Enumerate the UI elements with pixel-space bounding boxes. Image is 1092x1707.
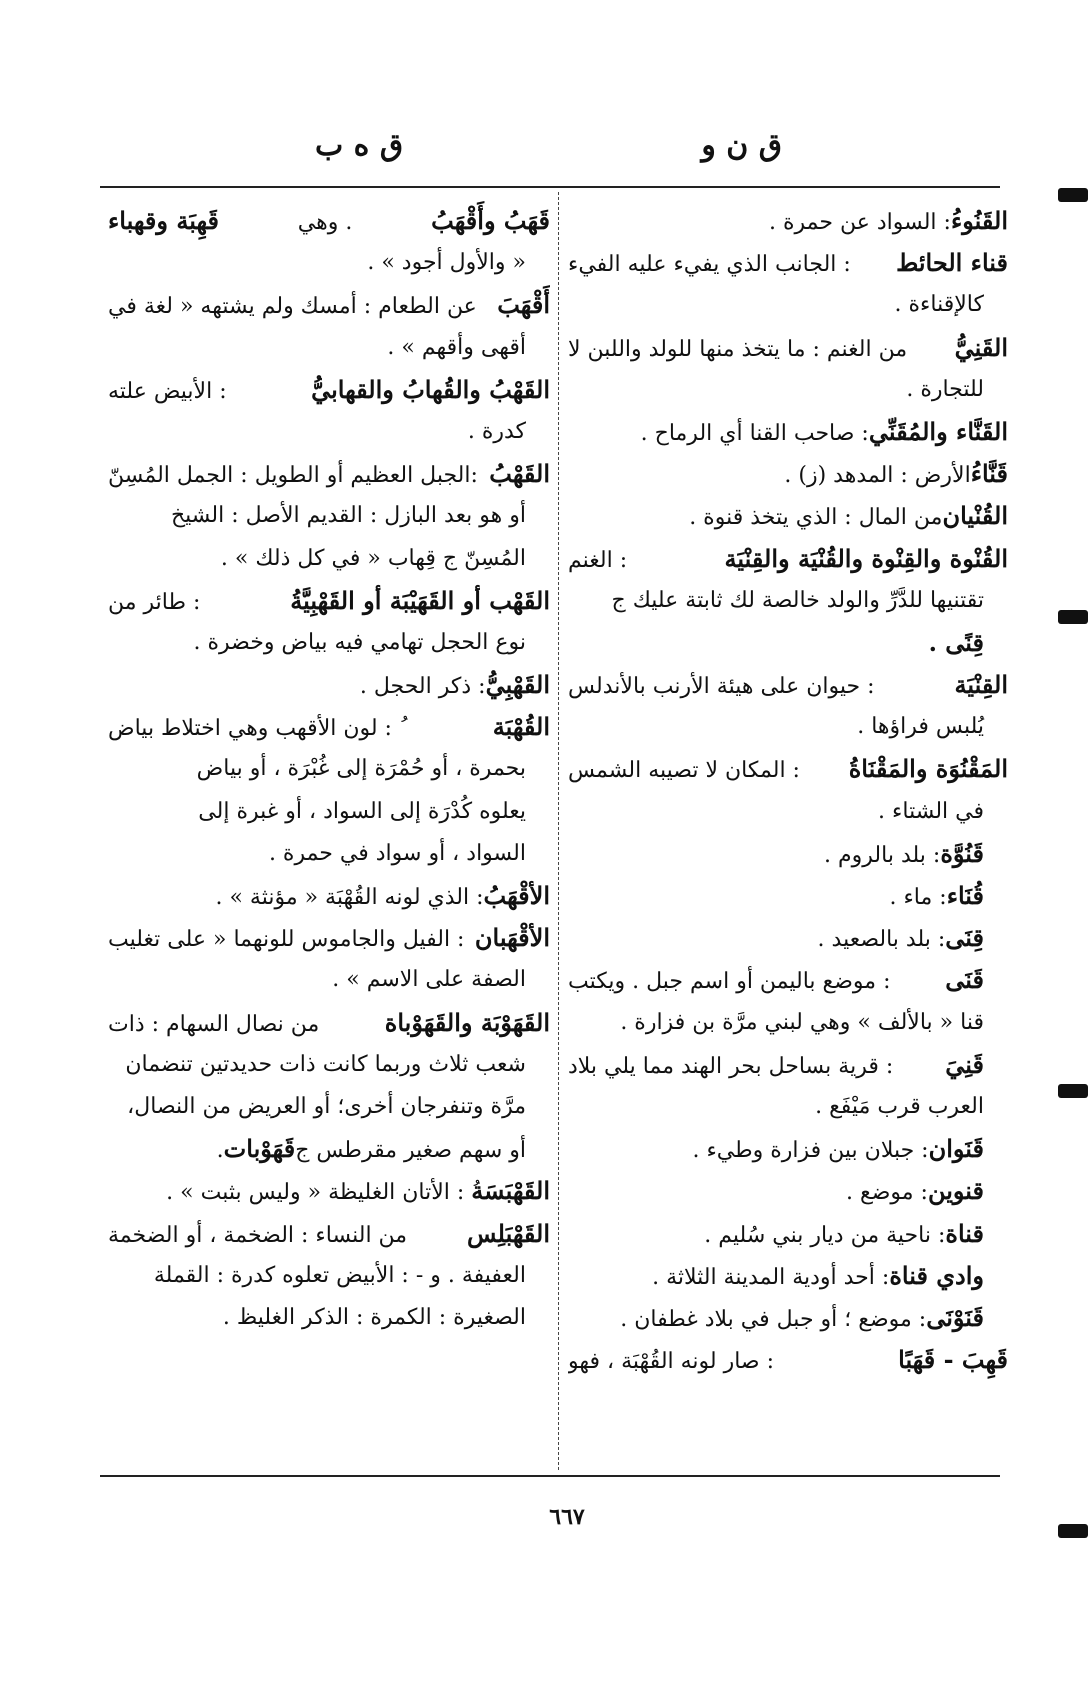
text-line: [108, 1213, 550, 1255]
scan-mark: [1058, 1084, 1088, 1098]
definition-text: أقهى وأقهم » .: [387, 334, 526, 360]
definition-text: :الجبل العظيم أو الطويل : الجمل المُسِنّ: [108, 463, 478, 489]
headword: قَنَّاءُ: [970, 459, 1008, 489]
text-line: [108, 411, 550, 453]
definition-text: كدرة .: [467, 418, 526, 444]
headword: القَهْبَلِس: [467, 1218, 550, 1248]
definition-text: الصفة على الاسم » .: [332, 967, 526, 993]
text-line: [568, 284, 1008, 326]
text-line: [108, 1044, 550, 1086]
definition-text: قنا « بالألف » وهي لبني مرَّة بن فزارة .: [620, 1009, 984, 1035]
headword: القُنْيان: [942, 501, 1008, 531]
definition-text: العفيفة . و - : الأبيض تعلوه كدرة : القملة: [153, 1262, 526, 1288]
definition-text: « والأول أجود » .: [367, 250, 526, 276]
definition-text: : الجانب الذي يفيء عليه الفيء: [568, 252, 851, 278]
definition-text: : السواد عن حمرة .: [769, 210, 951, 235]
text-line: [568, 833, 1008, 875]
text-line: [568, 959, 1008, 1001]
headword: القُهْبَة: [492, 712, 550, 742]
definition-text: عن الطعام : أمسك ولم يشتهه « لغة في: [108, 294, 477, 320]
definition-text: من نصال السهام : ذات: [108, 1011, 320, 1037]
definition-text: الأرض : المدهد (ز) .: [784, 463, 971, 489]
text-line: [568, 495, 1008, 537]
page-number: ٦٦٧: [549, 1504, 585, 1530]
text-line: [568, 242, 1008, 284]
definition-text: من الغنم : ما يتخذ منها للولد واللبن لا: [568, 336, 908, 362]
definition-text: : الأبيض علته: [108, 378, 227, 404]
headword: قنوين: [927, 1176, 984, 1206]
text-line: [108, 1297, 550, 1339]
text-line: [108, 875, 550, 917]
definition-text: : صار لونه القُهْبَة ، فهو: [568, 1349, 775, 1375]
text-line: [108, 706, 550, 748]
scan-mark: [1058, 1524, 1088, 1538]
definition-text: : المكان لا تصيبه الشمس: [568, 758, 800, 784]
text-line: [568, 1086, 1008, 1128]
headword: قَنَوان: [928, 1134, 984, 1164]
text-line: [568, 1255, 1008, 1297]
definition-text: نوع الحجل تهامي فيه بياض وخضرة .: [193, 629, 526, 655]
text-line: [568, 369, 1008, 411]
definition-text: كالإقناءة .: [894, 292, 984, 318]
definition-text: تقتنيها للدَّرِّ والولد خالصة لك ثابتة عليك ج: [611, 587, 984, 613]
headword: قِنًى .: [928, 627, 984, 657]
definition-text: ُ : لون الأقهب وهي اختلاط بياض: [108, 716, 399, 742]
definition-text: من المال : الذي يتخذ قنوة .: [689, 505, 943, 531]
text-line: [108, 369, 550, 411]
text-line: [568, 622, 1008, 664]
definition-text: المُسِنّ ج قِهاب « في كل ذلك » .: [220, 545, 526, 571]
definition-text: للتجارة .: [906, 376, 984, 402]
headword: قَنُوَّة: [940, 838, 984, 868]
scan-mark: [1058, 610, 1088, 624]
text-line: [568, 453, 1008, 495]
definition-text: السواد ، أو سواد في حمرة .: [268, 840, 526, 866]
text-line: [568, 1170, 1008, 1212]
headword: القَهْبِيُّ: [485, 670, 550, 700]
text-line: [568, 1128, 1008, 1170]
definition-text: : ذكر الحجل .: [359, 674, 486, 700]
text-line: [108, 791, 550, 833]
text-line: [568, 748, 1008, 790]
text-line: [108, 453, 550, 495]
text-line: [568, 538, 1008, 580]
headword: القُنْوة والقِنْوة والقُنْيَة والقِنْيَة: [724, 543, 1008, 573]
running-header-right: ق ن و: [701, 128, 782, 163]
headword: قَهَبُ وأَقْهَبُ: [431, 206, 550, 235]
definition-text: يعلوه كُدْرَة إلى السواد ، أو غبرة إلى: [198, 798, 526, 824]
headword: القِنْيَة: [954, 670, 1008, 700]
definition-text: : حيوان على هيئة الأرنب بالأندلس: [568, 674, 875, 700]
definition-text: شعب ثلاث وربما كانت ذات حديدتين تنضمان: [125, 1051, 526, 1077]
definition-text: من النساء : الضخمة ، أو الضخمة: [108, 1222, 408, 1248]
headword: الأقْهَبان: [474, 923, 550, 953]
headword: قُنَاء: [946, 881, 984, 910]
headword: القَهَوْبَة والقَهَوْباة: [384, 1007, 550, 1037]
headword: قَهَوْبات: [223, 1134, 296, 1164]
text-line: [108, 917, 550, 959]
headword: قَهِبَة وقهباء: [108, 206, 219, 235]
definition-text: : بلد بالصعيد .: [817, 927, 946, 953]
text-line: [108, 1002, 550, 1044]
headword: القَنُوءُ: [950, 206, 1008, 235]
definition-text: يُلبس فراؤها .: [857, 714, 984, 740]
text-line: [568, 1297, 1008, 1339]
definition-text: : أحد أودية المدينة الثلاثة .: [652, 1264, 890, 1290]
headword: قَنَى: [945, 965, 984, 995]
definition-text: : ناحية من ديار بني سُليم .: [704, 1222, 946, 1248]
headword: قناة: [945, 1218, 984, 1248]
top-rule: [100, 186, 1000, 188]
text-line: [108, 622, 550, 664]
definition-text: أو سهم صغير مقرطس ج: [295, 1138, 526, 1164]
headword: القَنِيُّ: [954, 332, 1008, 362]
text-line: [568, 411, 1008, 453]
definition-text: : موضع ؛ أو جبل في بلاد غطفان .: [620, 1306, 927, 1332]
definition-text: العرب قرب مَيْفَع .: [815, 1093, 984, 1119]
text-line: [568, 200, 1008, 242]
text-line: [568, 706, 1008, 748]
text-line: [108, 748, 550, 790]
headword: القَهْبُ والقُهابُ والقهابيُّ: [311, 374, 550, 404]
definition-text: : موضع .: [846, 1180, 928, 1206]
definition-text: : ماء .: [889, 885, 947, 910]
text-line: [108, 1128, 550, 1170]
definition-text: : الذي لونه القُهْبَة « مؤنثة » .: [215, 885, 484, 910]
text-line: [108, 580, 550, 622]
definition-text: : بلد بالروم .: [824, 842, 941, 868]
text-line: [568, 1213, 1008, 1255]
definition-text: : الغنم: [568, 547, 628, 573]
headword: القَهْبُ: [489, 459, 550, 489]
text-line: [108, 327, 550, 369]
definition-text: . وهي: [297, 210, 353, 235]
definition-text: : الفيل والجاموس للونهما « على تغليب: [108, 927, 465, 953]
text-line: [108, 200, 550, 242]
definition-text: بحمرة ، أو حُمْرَة إلى غُبْرَة ، أو بياض: [196, 756, 526, 782]
bottom-rule: [100, 1475, 1000, 1477]
text-line: [568, 917, 1008, 959]
text-line: [568, 664, 1008, 706]
definition-text: ُ : الأتان الغليظة « وليس بثبت » .: [166, 1180, 472, 1206]
text-line: [108, 1255, 550, 1297]
definition-text: مرَّة وتنفرجان أخرى؛ أو العريض من النصال،: [127, 1093, 526, 1119]
headword: المَقْنُوَة والمَقْنَاةُ: [848, 754, 1008, 784]
headword: القَنَّاء والمُقَنِّي: [868, 416, 1008, 446]
text-line: [568, 580, 1008, 622]
text-line: [108, 538, 550, 580]
headword: القَهْبَسَة: [471, 1176, 550, 1206]
text-line: [108, 1170, 550, 1212]
text-line: [108, 959, 550, 1001]
definition-text: : صاحب القنا أي الرماح .: [640, 420, 869, 446]
definition-text: أو هو بعد البازل : القديم الأصل : الشيخ: [170, 503, 526, 529]
headword: قَنِيَ: [945, 1049, 984, 1079]
headword: أَقْهَبَ: [497, 290, 550, 320]
running-header-left: ق ه ب: [315, 128, 404, 163]
text-line: [108, 495, 550, 537]
text-line: [568, 875, 1008, 917]
headword: قناء الحائط: [896, 248, 1008, 278]
text-line: [568, 1044, 1008, 1086]
definition-text: : قرية بساحل بحر الهند مما يلي بلاد: [568, 1053, 894, 1079]
definition-text: في الشتاء .: [878, 798, 984, 824]
text-line: [108, 1086, 550, 1128]
definition-text: : طائر من: [108, 589, 201, 615]
text-line: [108, 284, 550, 326]
text-line: [108, 664, 550, 706]
headword: القَهْب أو القَهَيْبَة أو القَهْبِيَّةُ: [290, 585, 550, 615]
headword: الأقْهَبُ: [483, 881, 550, 910]
headword: قَهِبَ - قَهَبًا: [898, 1345, 1008, 1375]
definition-text: .: [216, 1138, 224, 1164]
text-line: [568, 327, 1008, 369]
column-divider: [558, 192, 559, 1470]
right-column: [568, 200, 1008, 1381]
text-line: [568, 1002, 1008, 1044]
text-line: [108, 833, 550, 875]
definition-text: الصغيرة : الكمرة : الذكر الغليظ .: [222, 1304, 526, 1330]
headword: قِنَى: [945, 923, 984, 953]
left-column: [108, 200, 550, 1339]
text-line: [108, 242, 550, 284]
headword: وادي قناة: [889, 1260, 984, 1290]
headword: قَنَوْنَى: [926, 1302, 984, 1332]
scan-mark: [1058, 188, 1088, 202]
text-line: [568, 1339, 1008, 1381]
text-line: [568, 791, 1008, 833]
definition-text: : موضع باليمن أو اسم جبل . ويكتب: [568, 969, 891, 995]
definition-text: : جبلان بين فزارة وطيء .: [692, 1138, 929, 1164]
